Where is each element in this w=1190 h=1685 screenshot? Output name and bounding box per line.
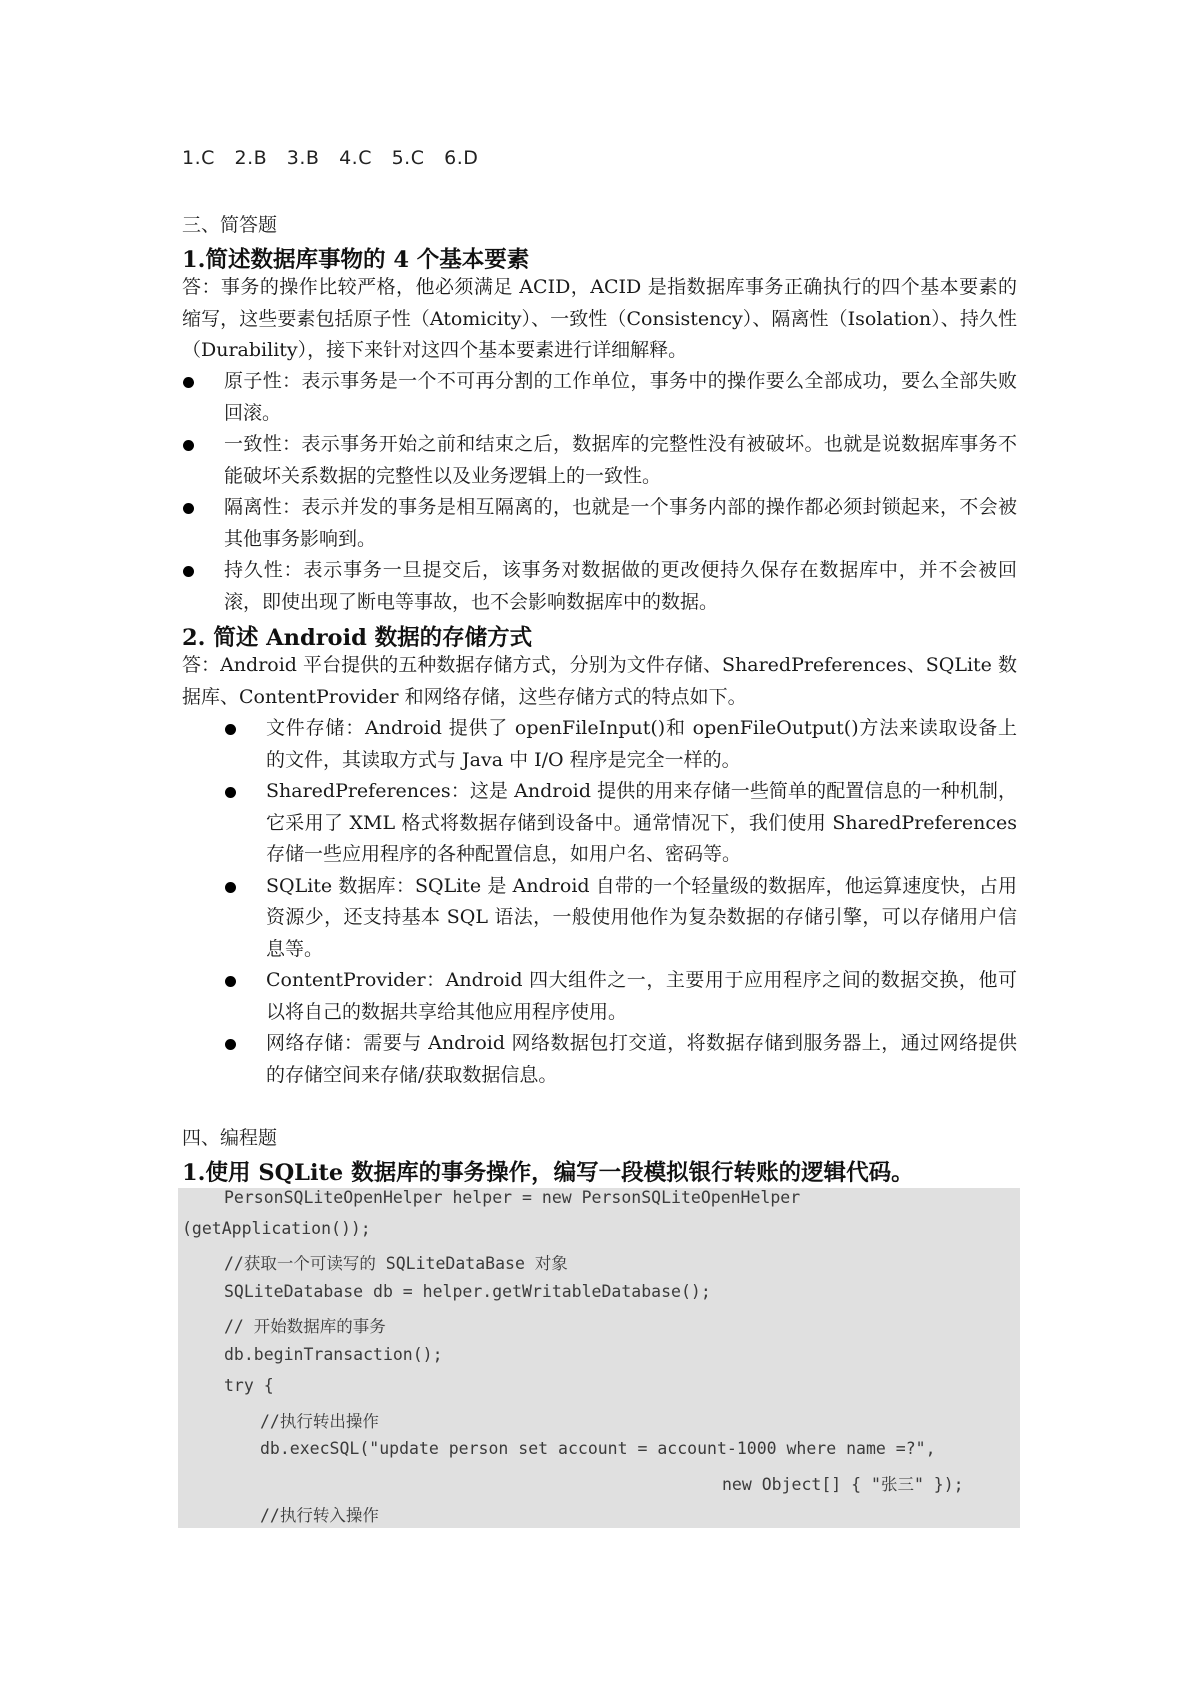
list-item-text: 一致性：表示事务开始之前和结束之后，数据库的完整性没有被破坏。也就是说数据库事务不能破坏关系数据的完整性以及业务逻辑上的一致性。 (224, 433, 1017, 487)
bullet-icon (225, 787, 236, 798)
code-line: PersonSQLiteOpenHelper helper = new PersonSQLiteOpenHelper (224, 1188, 801, 1207)
code-line: // 开始数据库的事务 (224, 1317, 386, 1336)
list-item (182, 492, 1017, 555)
bullet-icon (183, 377, 194, 388)
code-block (178, 1188, 1020, 1528)
code-line: new Object[] { "张三" }); (722, 1475, 964, 1494)
list-item-text: 网络存储：需要与 Android 网络数据包打交道，将数据存储到服务器上，通过网络提供的存储空间来存储/获取数据信息。 (266, 1032, 1017, 1086)
bullet-icon (225, 1039, 236, 1050)
code-line: try { (224, 1376, 274, 1395)
code-line: (getApplication()); (182, 1219, 371, 1238)
list-item-text: ContentProvider：Android 四大组件之一，主要用于应用程序之间的数据交换，他可以将自己的数据共享给其他应用程序使用。 (266, 969, 1017, 1023)
code-line: //执行转入操作 (260, 1506, 379, 1525)
list-item (224, 776, 1017, 871)
list-item (224, 1028, 1017, 1091)
code-line: SQLiteDatabase db = helper.getWritableDatabase(); (224, 1282, 711, 1301)
bullet-icon (183, 440, 194, 451)
list-item-text: SharedPreferences：这是 Android 提供的用来存储一些简单的配置信息的一种机制，它采用了 XML 格式将数据存储到设备中。通常情况下，我们使用 SharedPreferences 存储一些应用程序的各种配置信息，如用户名、密码等。 (266, 780, 1017, 865)
list-item (182, 555, 1017, 618)
question-heading-2: 2. 简述 Android 数据的存储方式 (182, 625, 533, 651)
list-item (182, 429, 1017, 492)
question-heading-programming-1: 1.使用 SQLite 数据库的事务操作，编写一段模拟银行转账的逻辑代码。 (182, 1160, 914, 1186)
list-item-text: 隔离性：表示并发的事务是相互隔离的，也就是一个事务内部的操作都必须封锁起来，不会被其他事务影响到。 (224, 496, 1017, 550)
code-line: //执行转出操作 (260, 1412, 379, 1431)
list-item-text: 持久性：表示事务一旦提交后，该事务对数据做的更改便持久保存在数据库中，并不会被回滚，即使出现了断电等事故，也不会影响数据库中的数据。 (224, 559, 1017, 613)
code-line: db.beginTransaction(); (224, 1345, 443, 1364)
answer-paragraph-2: 答：Android 平台提供的五种数据存储方式，分别为文件存储、SharedPreferences、SQLite 数据库、ContentProvider 和网络存储，这些存储方式的特点如下。 (182, 654, 1017, 708)
list-item (182, 366, 1017, 429)
storage-bullet-list (224, 713, 1017, 1091)
bullet-icon (225, 976, 236, 987)
list-item (224, 871, 1017, 966)
answer-paragraph-1: 答：事务的操作比较严格，他必须满足 ACID，ACID 是指数据库事务正确执行的四个基本要素的缩写，这些要素包括原子性（Atomicity）、一致性（Consistency）、隔离性（Isolation）、持久性（Durability），接下来针对这四个基本要素进行详细解释。 (182, 276, 1017, 361)
bullet-icon (183, 503, 194, 514)
code-line: db.execSQL("update person set account = account-1000 where name =?", (260, 1439, 936, 1458)
acid-bullet-list (182, 366, 1017, 618)
list-item (224, 965, 1017, 1028)
list-item-text: 原子性：表示事务是一个不可再分割的工作单位，事务中的操作要么全部成功，要么全部失败回滚。 (224, 370, 1017, 424)
bullet-icon (225, 882, 236, 893)
code-line: //获取一个可读写的 SQLiteDataBase 对象 (224, 1254, 568, 1273)
question-heading-1: 1.简述数据库事物的 4 个基本要素 (182, 247, 530, 273)
bullet-icon (183, 566, 194, 577)
bullet-icon (225, 724, 236, 735)
list-item-text: SQLite 数据库：SQLite 是 Android 自带的一个轻量级的数据库，他运算速度快，占用资源少，还支持基本 SQL 语法，一般使用他作为复杂数据的存储引擎，可以存储用户信息等。 (266, 874, 1017, 960)
section-title-programming: 四、编程题 (182, 1127, 278, 1149)
answer-key-line: 1.C 2.B 3.B 4.C 5.C 6.D (182, 147, 479, 169)
list-item (224, 713, 1017, 776)
list-item-text: 文件存储：Android 提供了 openFileInput()和 openFileOutput()方法来读取设备上的文件，其读取方式与 Java 中 I/O 程序是完全一样的。 (266, 717, 1017, 771)
section-title-short-answer: 三、简答题 (182, 214, 278, 236)
